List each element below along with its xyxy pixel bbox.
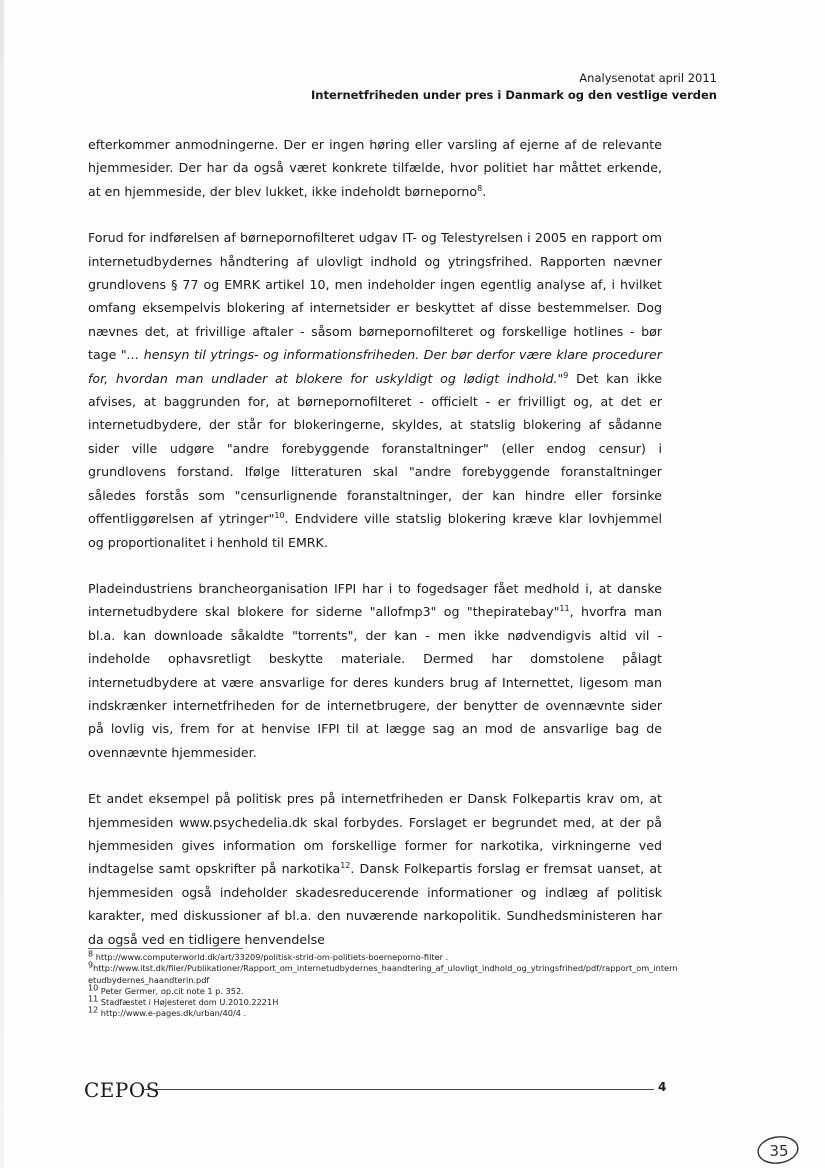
paragraph (88, 226, 662, 554)
footnote-ref: 11 (559, 604, 570, 614)
body-text (88, 133, 662, 974)
footnote-divider (88, 948, 243, 949)
header-title: Internetfriheden under pres i Danmark og den vestlige verden (311, 88, 717, 102)
footnote (88, 983, 678, 997)
footnote (88, 960, 678, 986)
paragraph-text: " (557, 370, 564, 386)
footnote-ref: 12 (340, 861, 351, 871)
paragraph (88, 577, 662, 764)
footnote-number: 11 (88, 994, 99, 1004)
footnote-text: Stadfæstet i Højesteret dom U.2010.2221H (100, 997, 279, 1008)
paragraph (88, 133, 662, 203)
footnote-text: http://www.computerworld.dk/art/33209/politisk-strid-om-politiets-boerneporno-filter . (95, 952, 449, 962)
paragraph-text: Pladeindustriens brancheorganisation IFPI har i to fogedsager fået medhold i, at danske internetudbydere skal blokere for siderne "allofmp3" og "thepiratebay" (88, 580, 662, 620)
paragraph-text: , hvorfra man bl.a. kan downloade såkaldte "torrents", der kan - men ikke nødvendigvis altid vil - indeholde ophavsretligt beskytte materiale. Dermed har domstolene pålagt internetudbydere at være ansvarlige for deres kunders brug af Internettet, ligesom man indskrænker internetfriheden for de internetbrugere, der benytter de ovennævnte sider på lovlig vis, frem for at henvise IFPI til at lægge sag an mod de ansvarlige bag de ovennævnte hjemmesider. (88, 604, 663, 760)
paragraph (88, 787, 662, 951)
page-header (311, 70, 717, 104)
footnote-number: 8 (88, 949, 94, 959)
footer-divider (142, 1089, 654, 1090)
quote-text: … hensyn til ytrings- og informationsfriheden. Der bør derfor være klare procedurer for, hvordan man undlader at blokere for uskyldigt og lødigt indhold. (88, 347, 662, 386)
header-date: Analysenotat april 2011 (579, 71, 717, 85)
footnote-ref: 8 (477, 183, 483, 193)
paragraph-text: Forud for indførelsen af børnepornofilteret udgav IT- og Telestyrelsen i 2005 en rapport om internetudbydernes håndtering af ulovligt indhold og ytringsfrihed. Rapporten nævner grundlovens § 77 og EMRK artikel 10, men indeholder ingen egentlig analyse af, i hvilket omfang eksempelvis blokering af internetsider er beskyttet af disse bestemmelser. Dog nævnes det, at frivillige aftaler - såsom børnepornofilteret og forskellige hotlines - bør tage " (88, 230, 662, 363)
cepos-logo: CEPOS (84, 1078, 160, 1102)
handwritten-page-stamp (756, 1133, 802, 1167)
paragraph-text: . (482, 183, 487, 199)
footnote-text: http://www.e-pages.dk/urban/40/4 . (100, 1008, 247, 1019)
footnote-text: http://www.itst.dk/filer/Publikationer/Rapport_om_internetudbydernes_haandtering_af_ulovligt_indhold_og_ytringsfrihed/pdf/rapport_om_internetudbydernes_haandterin.pdf (88, 963, 678, 985)
footnote (88, 1005, 678, 1019)
footnote (88, 949, 678, 963)
paragraph-text: Det kan ikke afvises, at baggrunden for, at børnepornofilteret - officielt - er frivilligt og, at det er internetudbydere, der står for blokeringerne, skyldes, at statslig blokering af sådanne sider ville udgøre "andre forebyggende foranstaltninger" (eller endog censur) i grundlovens forstand. Ifølge litteraturen skal "andre forebyggende foranstaltninger således forstås som "censurlignende foranstaltninger, der kan hindre eller forsinke offentliggørelsen af ytringer" (88, 370, 662, 527)
footnotes (88, 949, 678, 1020)
footnote-number: 12 (88, 1005, 99, 1015)
paragraph-text: . Endvidere ville statslig blokering kræve klar lovhjemmel og proportionalitet i henhold til EMRK. (88, 511, 662, 550)
scan-edge (0, 0, 4, 1168)
footnote-number: 10 (88, 983, 99, 993)
page-number: 4 (658, 1080, 667, 1094)
stamp-number: 35 (769, 1142, 789, 1160)
footnote-ref: 10 (274, 510, 285, 520)
paragraph-text: efterkommer anmodningerne. Der er ingen høring eller varsling af ejerne af de relevante hjemmesider. Der har da også været konkrete tilfælde, hvor politiet har måttet erkende, at en hjemmeside, der blev lukket, ikke indeholdt børneporno (88, 137, 662, 199)
footnote-number: 9 (88, 960, 94, 970)
paragraph-text: Et andet eksempel på politisk pres på internetfriheden er Dansk Folkepartis krav om, at hjemmesiden www.psychedelia.dk skal forbydes. Forslaget er begrundet med, at der på hjemmesiden gives information om forskellige former for narkotika, virkningerne ved indtagelse samt opskrifter på narkotika (88, 791, 662, 877)
paragraph-text: . Dansk Folkepartis forslag er fremsat uanset, at hjemmesiden også indeholder skadesreducerende informationer og indlæg af politisk karakter, med diskussioner af bl.a. den nuværende narkopolitik. Sundhedsministeren har da også ved en tidligere henvendelse (88, 861, 662, 947)
footnote-ref: 9 (563, 370, 569, 380)
footnote-text: Peter Germer, op.cit note 1 p. 352. (100, 985, 244, 996)
footnote (88, 994, 678, 1008)
